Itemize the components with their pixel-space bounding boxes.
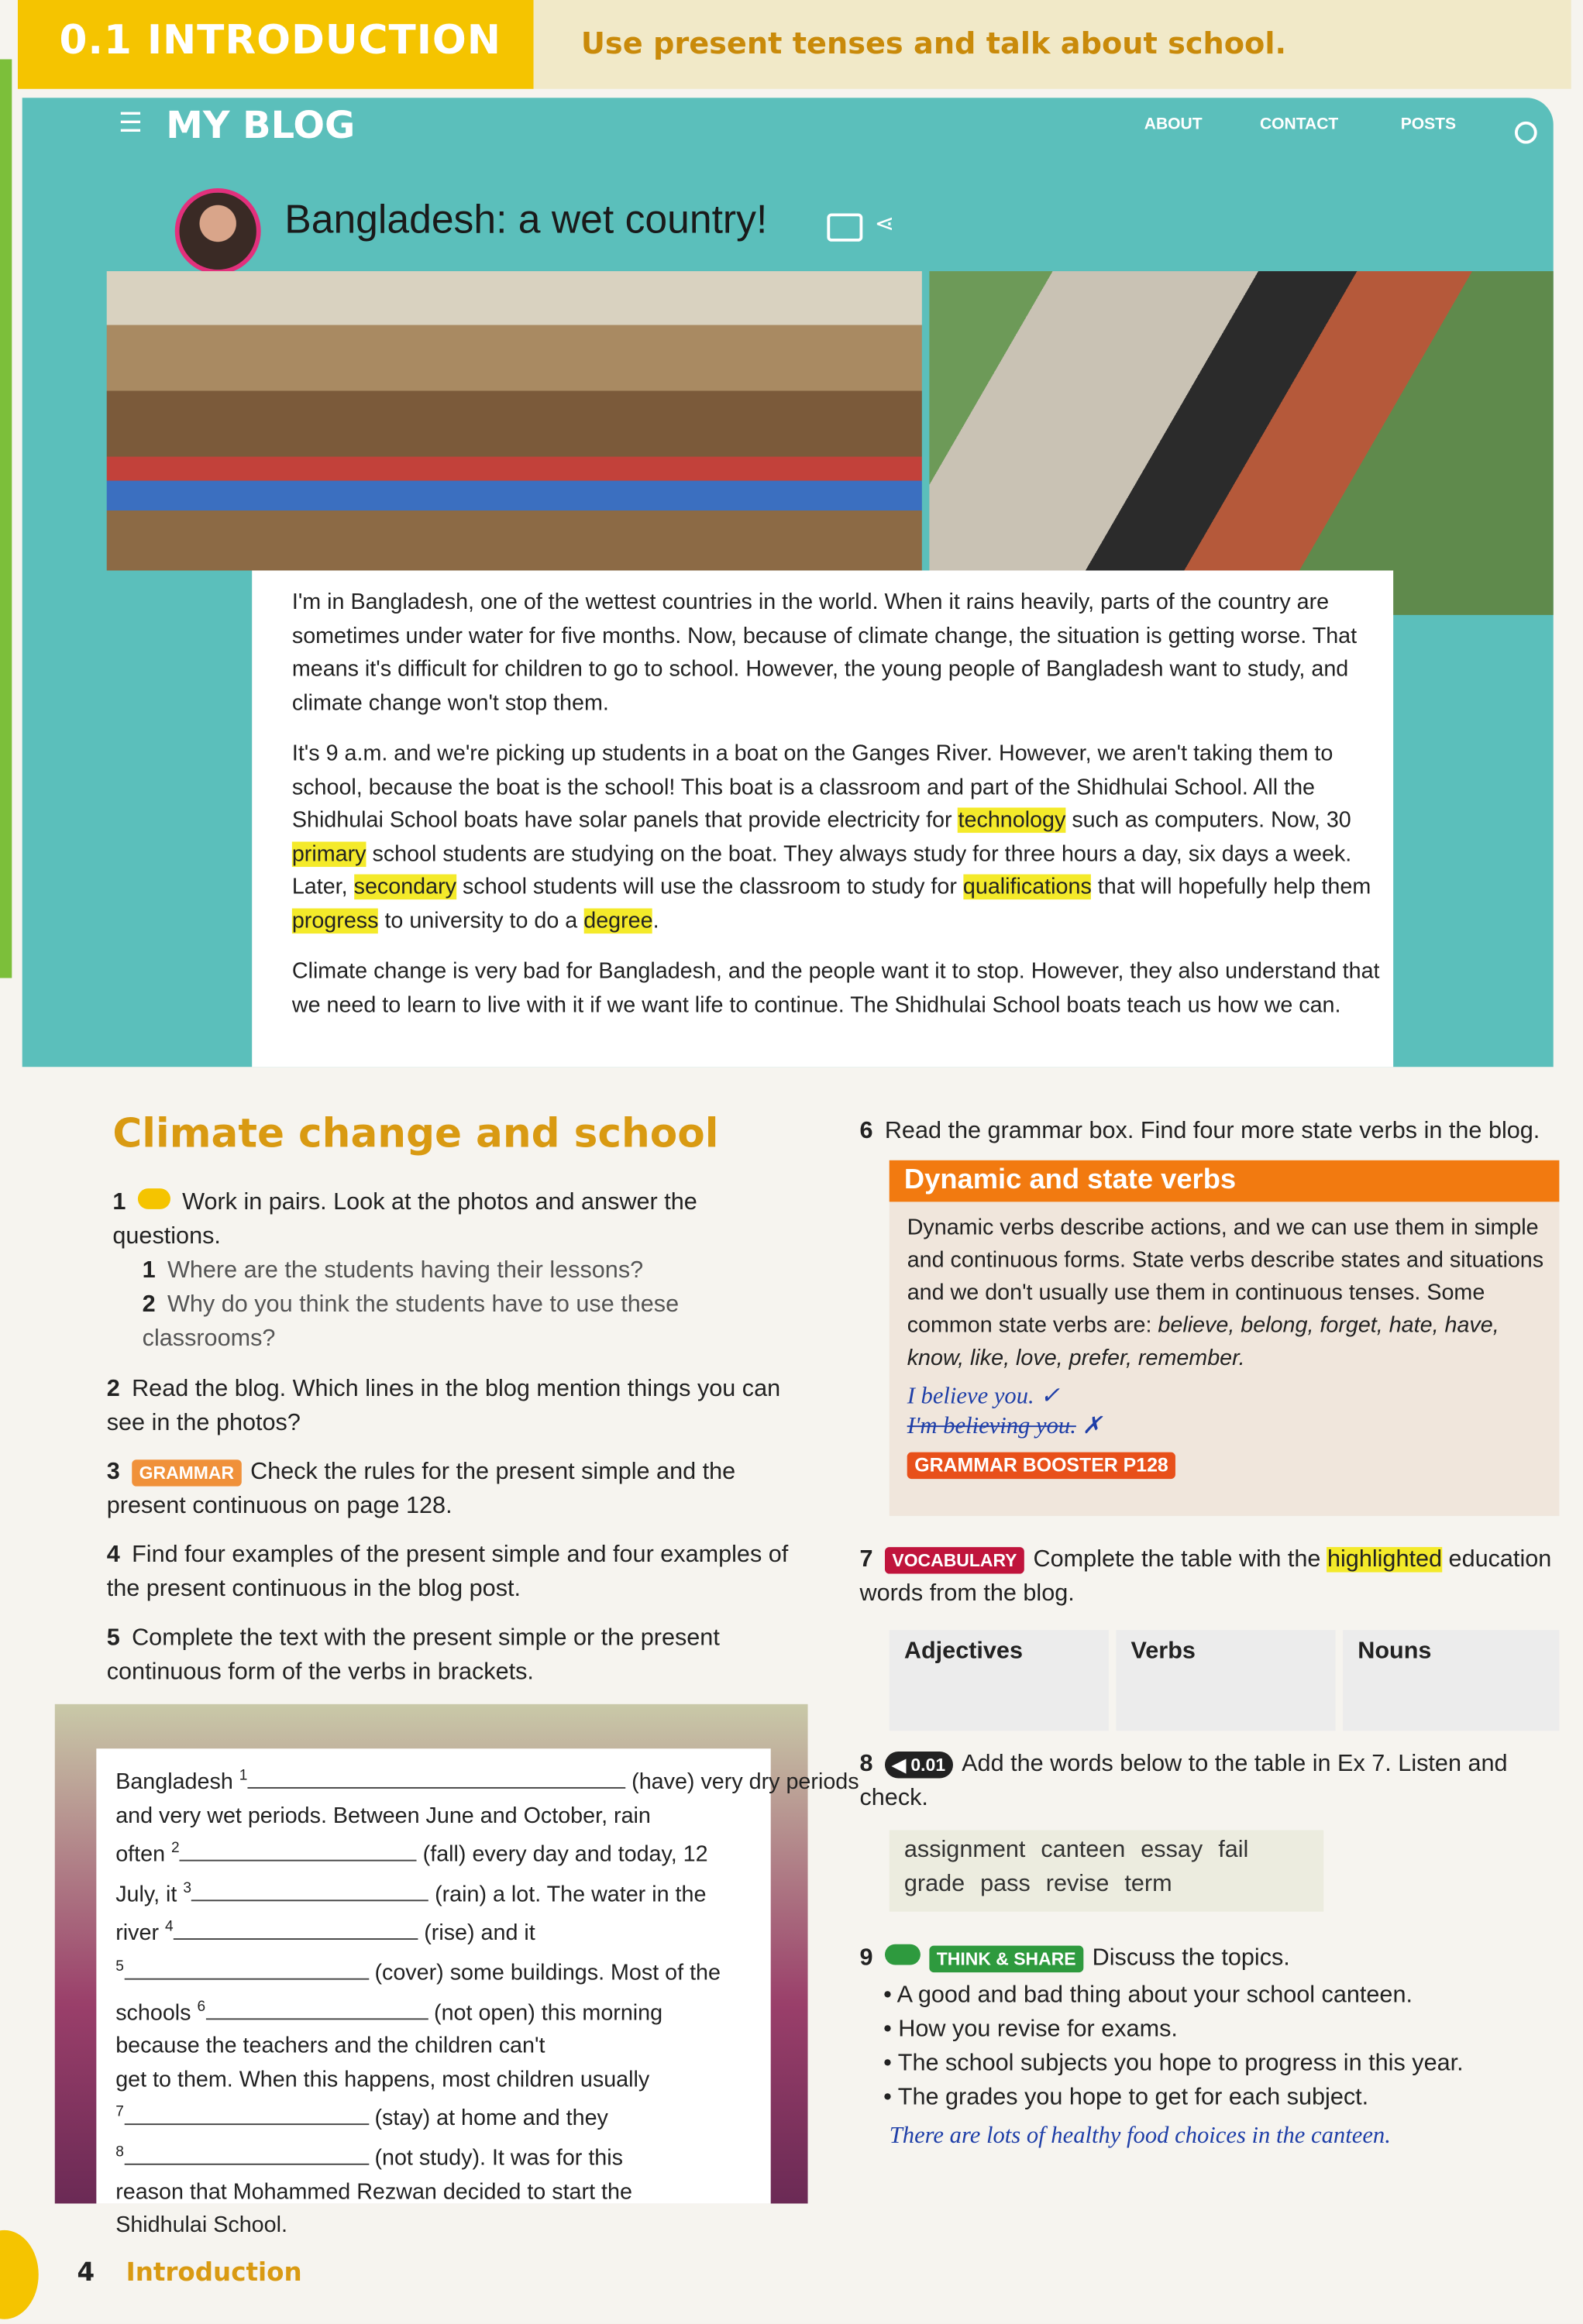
text-segment: (have) very dry periods: [625, 1769, 859, 1795]
exercise-3: 3 GRAMMAR Check the rules for the present simple and the present continuous on page 128.: [106, 1459, 736, 1519]
gap-fill-line: [115, 1991, 768, 2030]
text-segment: July, it: [115, 1881, 184, 1907]
nav-about[interactable]: ABOUT: [1144, 115, 1203, 134]
text-segment: (not open) this morning: [428, 1999, 663, 2026]
gap-fill-line: [115, 1800, 768, 1833]
answer-blank[interactable]: [124, 1958, 369, 1980]
highlighted-word: degree: [583, 907, 653, 933]
example-answer: There are lots of healthy food choices in the canteen.: [889, 2123, 1391, 2149]
blog-brand: MY BLOG: [166, 103, 356, 147]
column-nouns: Nouns: [1343, 1630, 1559, 1731]
gap-number: 4: [164, 1919, 174, 1936]
exercise-1: [112, 1185, 809, 1356]
question-2: Why do you think the students have to use these classrooms?: [142, 1292, 680, 1352]
highlighted-word: primary: [291, 841, 366, 867]
comment-icon[interactable]: [827, 213, 862, 241]
text-segment: schools: [115, 1999, 198, 2026]
discussion-topic: • The grades you hope to get for each subject.: [883, 2085, 1369, 2110]
share-icon[interactable]: ⋖: [874, 211, 895, 238]
text-segment: to university to do a: [378, 907, 584, 933]
column-verbs: Verbs: [1116, 1630, 1335, 1731]
vocabulary-tag: VOCABULARY: [885, 1547, 1024, 1573]
audio-track-button[interactable]: ◀ 0.01: [885, 1752, 953, 1778]
discussion-topic: • The school subjects you hope to progress in this year.: [883, 2051, 1464, 2076]
text-segment: river: [115, 1920, 165, 1947]
word-box: [890, 1830, 1323, 1911]
text-segment: (cover) some buildings. Most of the: [368, 1960, 721, 1986]
text-segment: and very wet periods. Between June and October, rain: [115, 1803, 651, 1828]
answer-blank[interactable]: [180, 1839, 417, 1862]
text-segment: I'm in Bangladesh, one of the wettest countries in the world. When it rains heavily, parts of the country are sometimes under water for five months. Now, because of climate change, the situation is getting worse. That means it's difficult for children to go to school. However, the young people of Bangladesh want to study, and climate change won't stop them.: [291, 590, 1358, 715]
answer-blank[interactable]: [205, 1997, 428, 2020]
exercise-9: 9 THINK & SHARE Discuss the topics. • A good and bad thing about your school canteen. • How you revise for exams. • The school subjects you hope to progress in this year. • The grades you hope to get for each subject. There are lots of healthy food choices in the canteen.: [859, 1941, 1571, 2150]
gap-fill-line: [115, 1912, 768, 1951]
lesson-objective: Use present tenses and talk about school.: [580, 25, 1286, 61]
gap-fill-line: [115, 2176, 768, 2209]
exercise-instruction: Work in pairs. Look at the photos and answer the questions.: [112, 1190, 697, 1250]
pair-work-icon: [138, 1188, 170, 1209]
section-heading: Climate change and school: [112, 1111, 719, 1157]
text-segment: (rise) and it: [418, 1920, 535, 1947]
gap-number: 5: [115, 1958, 124, 1975]
page-number: 4: [77, 2258, 95, 2288]
gap-number: 3: [183, 1880, 192, 1897]
text-segment: often: [115, 1842, 171, 1868]
page-edge-bar: [0, 60, 12, 978]
section-title: 0.1 INTRODUCTION: [59, 17, 501, 64]
grammar-box-title: Dynamic and state verbs: [903, 1164, 1237, 1196]
text-segment: school students will use the classroom to study for: [456, 874, 963, 900]
blog-paragraph: [292, 956, 1389, 1023]
topic-list: [883, 1978, 1571, 2115]
grammar-box-body: Dynamic verbs describe actions, and we can use them in simple and continuous forms. State verbs describe states and situations and we don't usually use them in continuous tenses. Some common state verbs are: believe, belong, forget, hate, have, know, like, love, prefer, remember. I believe you. ✓ I'm believing you. ✗ GRAMMAR BOOSTER P128: [907, 1212, 1545, 1482]
blog-paragraph: [292, 738, 1389, 938]
exercise-7: 7 VOCABULARY Complete the table with the highlighted education words from the blog.: [859, 1547, 1552, 1607]
word-list-line-2: grade pass revise term: [903, 1871, 1172, 1897]
exercise-4: 4 Find four examples of the present simple and four examples of the present continuous in the blog post.: [106, 1542, 789, 1602]
exercise-8: 8 ◀ 0.01 Add the words below to the table in Ex 7. Listen and check.: [859, 1752, 1508, 1811]
blog-post-body: [292, 587, 1389, 1040]
word-list-line-1: assignment canteen essay fail: [903, 1837, 1249, 1863]
answer-blank[interactable]: [247, 1766, 625, 1789]
text-segment: It's 9 a.m. and we're picking up students in a boat on the Ganges River. However, we aren't taking them to school, because the boat is the school! This boat is a classroom and part of the Shidhulai School. All the Shidhulai School boats have solar panels that provide electricity for: [291, 741, 1334, 834]
search-icon[interactable]: [1515, 122, 1537, 144]
answer-blank[interactable]: [124, 2103, 369, 2126]
vocab-table: [890, 1630, 1560, 1731]
post-title: Bangladesh: a wet country!: [284, 197, 768, 242]
question-row: 1 Where are the students having their lessons?: [142, 1258, 644, 1284]
grammar-booster-link[interactable]: GRAMMAR BOOSTER P128: [907, 1452, 1176, 1479]
discussion-topic: • A good and bad thing about your school canteen.: [883, 1982, 1413, 2008]
discussion-icon: [885, 1944, 921, 1965]
gap-fill-line: [115, 2030, 768, 2064]
text-segment: because the teachers and the children can't: [115, 2033, 545, 2059]
question-row: 2 Why do you think the students have to use these classrooms?: [142, 1292, 680, 1352]
gap-number: 2: [170, 1841, 180, 1858]
text-segment: such as computers. Now, 30: [1065, 807, 1351, 834]
gap-fill-line: [115, 2137, 768, 2176]
footer-label: Introduction: [126, 2258, 302, 2288]
state-verb-list: believe, belong, forget, hate, have, know, like, love, prefer, remember.: [907, 1312, 1499, 1371]
text-segment: Climate change is very bad for Bangladesh, and the people want it to stop. However, they also understand that we need to learn to live with it if we want life to continue. The Shidhulai School boats teach us how we can.: [291, 958, 1380, 1018]
nav-contact[interactable]: CONTACT: [1259, 115, 1339, 134]
text-segment: that will hopefully help them: [1091, 874, 1371, 900]
text-segment: school students are studying on the boat. They always study for three hours a day, six days a week. Later,: [291, 841, 1352, 900]
question-1: Where are the students having their lessons?: [167, 1258, 644, 1284]
exercise-2: 2 Read the blog. Which lines in the blog mention things you can see in the photos?: [106, 1377, 781, 1436]
highlighted-word: secondary: [353, 874, 457, 900]
menu-icon[interactable]: ☰: [119, 108, 143, 138]
answer-blank[interactable]: [174, 1918, 418, 1941]
page-corner-decoration: [0, 2230, 39, 2319]
text-segment: get to them. When this happens, most children usually: [115, 2067, 650, 2092]
exercise-5: 5 Complete the text with the present simple or the present continuous form of the verbs in brackets.: [106, 1625, 720, 1685]
discussion-topic: • How you revise for exams.: [883, 2016, 1178, 2042]
gap-number: 7: [115, 2104, 124, 2122]
gap-fill-line: [115, 1951, 768, 1991]
grammar-box-header: [890, 1160, 1560, 1202]
gap-fill-line: [115, 2064, 768, 2097]
gap-number: 1: [239, 1768, 248, 1785]
grammar-tag: GRAMMAR: [132, 1459, 242, 1486]
avatar: [175, 188, 261, 274]
blog-paragraph: [292, 587, 1389, 720]
photo-boat-classroom-interior: [107, 271, 922, 570]
gap-number: 8: [115, 2144, 124, 2161]
photo-boat-school-exterior: [929, 271, 1553, 615]
exercise-6: 6 Read the grammar box. Find four more state verbs in the blog.: [859, 1119, 1540, 1144]
text-segment: (stay) at home and they: [368, 2106, 608, 2132]
gap-fill-line: [115, 2097, 768, 2137]
gap-fill-line: [115, 1872, 768, 1912]
gap-fill-line: [115, 1761, 859, 1800]
text-segment: (rain) a lot. The water in the: [428, 1881, 707, 1907]
column-adjectives: Adjectives: [890, 1630, 1109, 1731]
text-segment: Shidhulai School.: [115, 2212, 287, 2238]
answer-blank[interactable]: [191, 1879, 428, 1901]
text-segment: reason that Mohammed Rezwan decided to start the: [115, 2178, 632, 2205]
exercise-number: 1: [112, 1190, 126, 1215]
gap-number: 6: [197, 1998, 206, 2015]
text-segment: (not study). It was for this: [368, 2145, 623, 2171]
text-segment: (fall) every day and today, 12: [416, 1842, 708, 1868]
highlighted-word: qualifications: [962, 874, 1092, 900]
think-share-tag: THINK & SHARE: [929, 1946, 1083, 1972]
answer-blank[interactable]: [124, 2143, 369, 2165]
gap-fill-text: [115, 1761, 859, 2243]
wrong-example: I'm believing you. ✗: [907, 1413, 1103, 1439]
gap-fill-line: [115, 2209, 768, 2243]
highlighted-word: technology: [958, 807, 1066, 834]
gap-fill-line: [115, 1834, 768, 1873]
nav-posts[interactable]: POSTS: [1400, 115, 1457, 134]
correct-example: I believe you. ✓: [907, 1384, 1060, 1410]
highlighted-word: progress: [291, 907, 379, 933]
text-segment: .: [652, 907, 659, 933]
text-segment: Bangladesh: [115, 1769, 239, 1795]
